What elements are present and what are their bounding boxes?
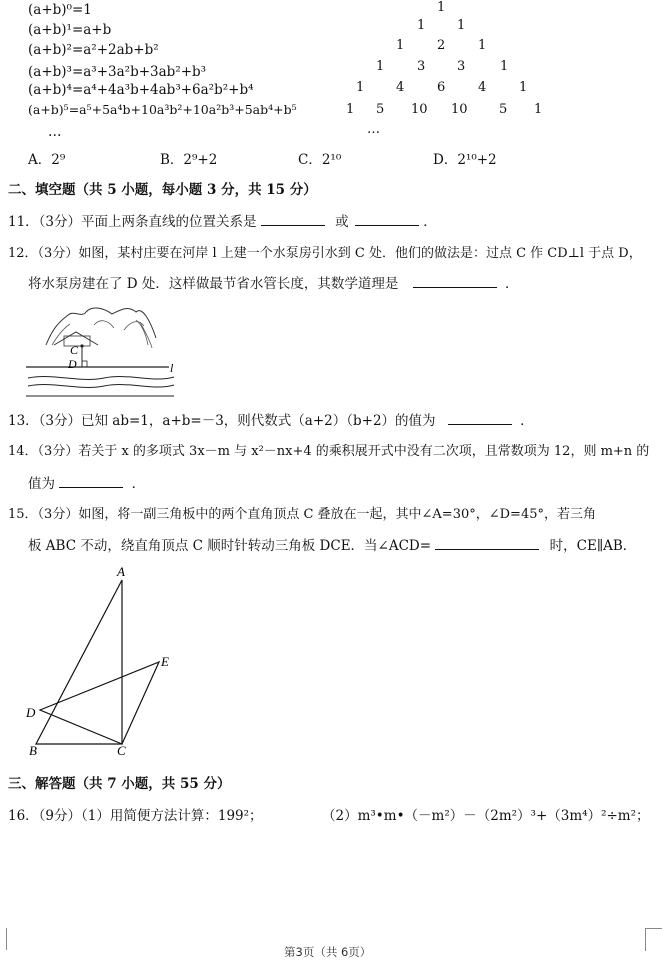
q15-line2-b: 时，CE∥AB．: [549, 538, 637, 554]
q12-end: ．: [505, 276, 519, 292]
corner-mark-left: [6, 928, 7, 950]
formula-3: (a+b)³=a³+3a²b+3ab²+b³: [28, 64, 207, 80]
pascal-r2-1: 2: [437, 38, 446, 53]
q15-fig-label-d: D: [26, 705, 36, 720]
q15-fig-label-a: A: [117, 564, 125, 579]
pascal-r4-3: 4: [478, 80, 487, 95]
q15-figure: [22, 562, 192, 762]
q13-blank[interactable]: [448, 410, 512, 425]
section3-heading: 三、解答题（共 7 小题，共 55 分）: [8, 776, 231, 792]
q16-part1: 16．（9分）（1）用简便方法计算：199²；: [8, 808, 263, 824]
q11-blank-1[interactable]: [261, 211, 325, 226]
pascal-r2-0: 1: [396, 38, 405, 53]
pascal-r1-1: 1: [457, 18, 466, 33]
pascal-dots: …: [367, 122, 380, 137]
formula-5: (a+b)⁵=a⁵+5a⁴b+10a³b²+10a²b³+5ab⁴+b⁵: [28, 102, 297, 117]
q11-text: 11．（3分）平面上两条直线的位置关系是: [8, 214, 257, 230]
pascal-r1-0: 1: [417, 18, 426, 33]
q14-line1: 14．（3分）若关于 x 的多项式 3x－m 与 x²－nx+4 的乘积展开式中没有二次项，且常数项为 12，则 m+n 的: [8, 444, 650, 459]
pascal-r3-1: 3: [417, 59, 426, 74]
q14-blank[interactable]: [59, 473, 123, 488]
section2-heading: 二、填空题（共 5 小题，每小题 3 分，共 15 分）: [8, 182, 317, 198]
pascal-r4-0: 1: [356, 80, 365, 95]
pascal-r3-2: 3: [457, 59, 466, 74]
q16-part2: （2）m³•m•（－m²）－（2m²）³+（3m⁴）²÷m²；: [322, 808, 650, 824]
pascal-r3-3: 1: [500, 59, 509, 74]
corner-mark-right: [645, 928, 662, 951]
pascal-r5-1: 5: [376, 102, 385, 117]
pascal-r5-3: 10: [451, 102, 468, 117]
q12-line1: 12．（3分）如图，某村庄要在河岸 l 上建一个水泵房引水到 C 处．他们的做法是：过点 C 作 CD⊥l 于点 D，: [8, 246, 642, 261]
q14-line2-text: 值为: [28, 476, 55, 492]
q12-fig-label-c: C: [70, 343, 79, 357]
pascal-r3-0: 1: [376, 59, 385, 74]
page-footer: 第3页（共 6页）: [284, 945, 372, 959]
q14-end: ．: [131, 476, 146, 492]
q15-line2-a: 板 ABC 不动，绕直角顶点 C 顺时针转动三角板 DCE．当∠ACD=: [28, 538, 432, 554]
q12-figure: [24, 300, 184, 400]
pascal-r2-2: 1: [478, 38, 487, 53]
pascal-r0-0: 1: [437, 0, 446, 15]
formula-0: (a+b)⁰=1: [28, 2, 92, 18]
formula-2: (a+b)²=a²+2ab+b²: [28, 42, 159, 58]
formula-4: (a+b)⁴=a⁴+4a³b+4ab³+6a²b²+b⁴: [28, 82, 254, 98]
q13-text: 13．（3分）已知 ab=1，a+b=－3，则代数式（a+2）（b+2）的值为: [8, 413, 436, 429]
q15-line2: [28, 534, 636, 554]
formula-1: (a+b)¹=a+b: [28, 22, 112, 38]
q14-line2: [28, 472, 145, 492]
q11-end: ．: [423, 214, 437, 230]
q12-fig-label-l: l: [170, 361, 174, 375]
q12-fig-label-d: D: [68, 357, 77, 371]
q11-blank-2[interactable]: [355, 211, 419, 226]
q13-end: ．: [520, 413, 534, 429]
q15-fig-label-c: C: [117, 743, 126, 758]
pascal-r5-2: 10: [411, 102, 428, 117]
pascal-r5-0: 1: [346, 102, 355, 117]
pascal-r4-4: 1: [519, 80, 528, 95]
q12-blank[interactable]: [413, 273, 497, 288]
q15-blank[interactable]: [435, 535, 539, 550]
q15-fig-label-b: B: [29, 743, 37, 758]
q12-line2: [28, 272, 519, 292]
pascal-r4-1: 4: [396, 80, 405, 95]
q11-or: 或: [335, 214, 349, 230]
option-a: A．2⁹: [28, 152, 66, 168]
q13: [8, 409, 534, 429]
pascal-r4-2: 6: [437, 80, 446, 95]
pascal-r5-4: 5: [499, 102, 508, 117]
q15-fig-label-e: E: [161, 654, 169, 669]
option-d: D．2¹⁰+2: [433, 152, 497, 168]
q15-line1: 15．（3分）如图，将一副三角板中的两个直角顶点 C 叠放在一起，其中∠A=30°，∠D=45°，若三角: [8, 507, 596, 522]
q11: [8, 210, 437, 230]
formula-dots: …: [48, 124, 62, 140]
option-c: C．2¹⁰: [298, 152, 342, 168]
option-b: B．2⁹+2: [160, 152, 218, 168]
pascal-r5-5: 1: [534, 102, 543, 117]
q12-line2-text: 将水泵房建在了 D 处．这样做最节省水管长度，其数学道理是: [28, 276, 399, 292]
